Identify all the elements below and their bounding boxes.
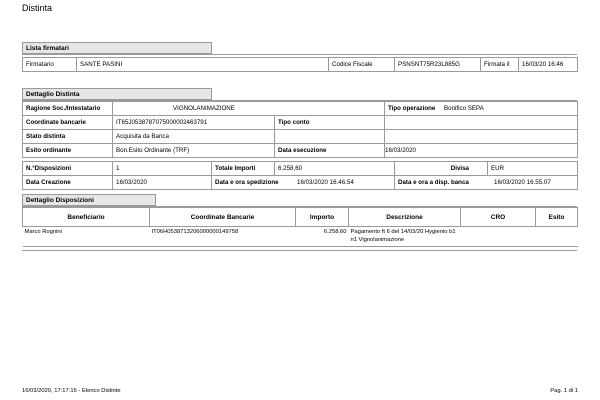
column-header-coordinate: Coordinate Bancarie xyxy=(150,208,296,227)
data-esecuzione-label: Data esecuzione xyxy=(275,144,385,158)
ragione-value: VIGNOLANIMAZIONE xyxy=(113,102,385,116)
column-header-cro: CRO xyxy=(461,208,536,227)
stato-value: Acquisita da Banca xyxy=(113,130,275,144)
coordinate-value: IT65J0538787075000002463791 xyxy=(113,116,275,130)
tipo-conto-value xyxy=(385,116,578,130)
totale-value: 6.258,60 xyxy=(275,162,395,176)
codice-fiscale-label: Codice Fiscale xyxy=(329,58,395,72)
disposizioni-table xyxy=(22,207,578,247)
data-disp-banca-value: 16/03/2020 16.55.07 xyxy=(494,179,551,186)
row-beneficiario: Marco Rognini xyxy=(24,229,62,235)
data-spedizione-label: Data e ora spedizione xyxy=(215,179,279,186)
row-esito xyxy=(536,227,578,247)
codice-fiscale-value: PSNSNT75R23L885G xyxy=(395,58,481,72)
divisa-label: Divisa xyxy=(395,162,488,176)
firmatario-label: Firmatario xyxy=(23,58,77,72)
section-lista-firmatari: Lista firmatari xyxy=(22,42,212,54)
row-descrizione: Pagamento ft 6 del 14/03/20 Hygienio b1 n1 Vignolanimazione xyxy=(350,229,456,243)
esito-label: Esito ordinante xyxy=(23,144,113,158)
row-importo: 6.258,60 xyxy=(323,229,347,235)
column-header-importo: Importo xyxy=(296,208,349,227)
row-coordinate: IT06H0538713206000000149758 xyxy=(151,229,239,235)
tipo-operazione-label: Tipo operazione xyxy=(388,105,436,112)
n-disposizioni-value: 1 xyxy=(113,162,212,176)
firmatari-table xyxy=(22,57,578,72)
section-dettaglio-disposizioni: Dettaglio Disposizioni xyxy=(22,194,156,206)
tipo-conto-label: Tipo conto xyxy=(275,116,385,130)
firmatario-value: SANTE PASINI xyxy=(77,58,329,72)
data-disp-banca-label: Data e ora a disp. banca xyxy=(398,179,469,186)
footer-timestamp: 16/03/2020, 17:17:15 - Elenco Distinte xyxy=(22,388,121,394)
coordinate-label: Coordinate bancarie xyxy=(23,116,113,130)
table-bottom-rule xyxy=(22,250,577,251)
data-esecuzione-value: 16/03/2020 xyxy=(385,144,578,158)
column-header-beneficiario: Beneficiario xyxy=(23,208,150,227)
footer-page-number: Pag. 1 di 1 xyxy=(550,388,578,394)
row-cro xyxy=(461,227,536,247)
firmata-il-label: Firmata il xyxy=(481,58,519,72)
column-header-descrizione: Descrizione xyxy=(349,208,461,227)
stato-label: Stato distinta xyxy=(23,130,113,144)
column-header-esito: Esito xyxy=(536,208,578,227)
data-spedizione-value: 16/03/2020 16.46.54 xyxy=(297,179,354,186)
totale-label: Totale Importi xyxy=(212,162,275,176)
table-row xyxy=(23,227,578,247)
n-disposizioni-label: N.°Disposizioni xyxy=(23,162,113,176)
ragione-label: Ragione Soc./Intestatario xyxy=(23,102,113,116)
esito-value: Bon.Esito Ordinante (TRF) xyxy=(113,144,275,158)
section-dettaglio-distinta: Dettaglio Distinta xyxy=(22,88,212,100)
firmata-il-value: 16/03/20 16:46 xyxy=(519,58,578,72)
tipo-operazione-value: Bonifico SEPA xyxy=(444,105,484,112)
divisa-value: EUR xyxy=(488,162,578,176)
page-title: Distinta xyxy=(22,3,53,13)
data-creazione-value: 16/03/2020 xyxy=(113,176,212,190)
dettaglio-table-a xyxy=(22,101,578,158)
section-divider xyxy=(22,54,577,55)
dettaglio-table-b xyxy=(22,161,578,190)
data-creazione-label: Data Creazione xyxy=(23,176,113,190)
